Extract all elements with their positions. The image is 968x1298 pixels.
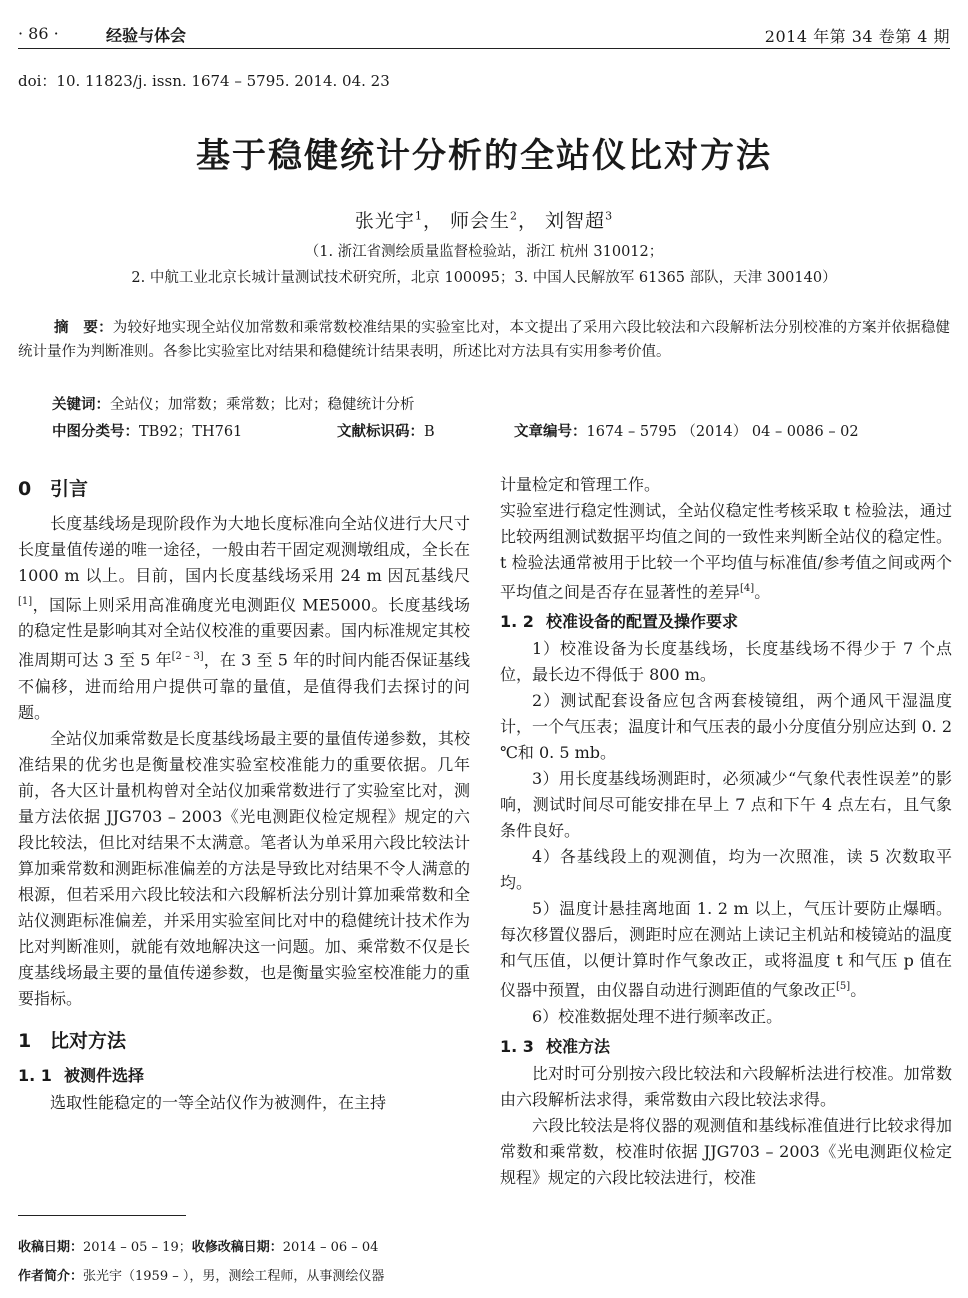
author-list: 张光宇$^1$， 师会生$^2$， 刘智超$^3$ [354, 209, 614, 232]
abstract-label: 摘 要： [54, 320, 113, 336]
author-name: 刘智超 [545, 210, 606, 232]
classification-line [52, 420, 952, 441]
left-column [18, 466, 470, 1116]
doc-code-value: B [424, 424, 435, 440]
abstract [18, 316, 950, 364]
paragraph: 长度基线场是现阶段作为大地长度标准向全站仪进行大尺寸长度量值传递的唯一途径，一般由若干固定观测墩组成，全长在 1000 m 以上。目前，国内长度基线场采用 24 m 因瓦基线尺[1]，国际上则采用高准确度光电测距仪 ME5000。长度基线场的稳定性是影响其对全站仪校准的重要因素。国内标准规定其校准周期可达 3 至 5 年[2 – 3]，在 3 至 5 年的时间内能否保证基线不偏移，进而给用户提供可靠的量值，是值得我们去探讨的问题。 [18, 514, 470, 722]
section-name: 经验与体会 [106, 26, 187, 45]
article-number-value: 1674 – 5795 （2014） 04 – 0086 – 02 [586, 424, 859, 440]
author-affil-mark: 3 [605, 209, 614, 223]
footnote-rule [18, 1215, 186, 1216]
article-number-label: 文章编号： [514, 424, 587, 440]
doi: doi：10. 11823/j. issn. 1674 – 5795. 2014. 04. 23 [18, 72, 390, 90]
author-affil-mark: 1 [414, 209, 423, 223]
running-header [18, 18, 950, 49]
clc-label: 中图分类号： [52, 424, 139, 440]
paragraph: 实验室进行稳定性测试，全站仪稳定性考核采取 t 检验法，通过比较两组测试数据平均值之间的一致性来判断全站仪的稳定性。t 检验法通常被用于比较一个平均值与标准值/参考值之间或两个平均值之间是否存在显著性的差异[4]。 [500, 501, 952, 602]
affiliation-line: （1. 浙江省测绘质量监督检验站，浙江 杭州 310012； [304, 244, 664, 260]
subsection-heading: 1. 1 被测件选择 [18, 1065, 145, 1085]
paragraph: 选取性能稳定的一等全站仪作为被测件，在主持 [50, 1092, 387, 1112]
keywords [52, 393, 415, 414]
citation: [4] [740, 583, 755, 594]
citation: [5] [836, 981, 851, 993]
keywords-text: 全站仪；加常数；乘常数；比对；稳健统计分析 [110, 397, 415, 413]
footnote-author: 作者简介：张光宇（1959 – ），男，测绘工程师，从事测绘仪器 [18, 1269, 385, 1284]
footnote-dates: 收稿日期：2014 – 05 – 19；收修改稿日期：2014 – 06 – 04 [18, 1240, 379, 1255]
paper-title: 基于稳健统计分析的全站仪比对方法 [196, 136, 772, 176]
list-item: 3）用长度基线场测距时，必须减少“气象代表性误差”的影响，测试时间尽可能安排在早上 7 点和下午 4 点左右，且气象条件良好。 [500, 769, 952, 841]
abstract-text: 为较好地实现全站仪加常数和乘常数校准结果的实验室比对，本文提出了采用六段比较法和六段解析法分别校准的方案并依据稳健统计量作为判断准则。各参比实验室比对结果和稳健统计结果表明，所述比对方法具有实用参考价值。 [18, 320, 951, 360]
issue-info: 2014 年第 34 卷第 4 期 [764, 27, 950, 46]
subsection-heading: 1. 3 校准方法 [500, 1036, 611, 1056]
list-item: 1）校准设备为长度基线场，长度基线场不得少于 7 个点位，最长边不得低于 800 m。 [500, 639, 952, 685]
list-item: 2）测试配套设备应包含两套棱镜组，两个通风干湿温度计，一个气压表；温度计和气压表的最小分度值分别应达到 0. 2 ℃和 0. 5 mb。 [500, 691, 952, 763]
keywords-label: 关键词： [52, 397, 110, 413]
page-number: · 86 · [18, 24, 59, 43]
citation: [2 – 3] [171, 651, 204, 663]
list-item: 5）温度计悬挂离地面 1. 2 m 以上，气压计要防止爆晒。每次移置仪器后，测距时应在测站上读记主机站和棱镜站的温度和气压值，以便计算时作气象改正，或将温度 t 和气压 p 值在仪器中预置，由仪器自动进行测距值的气象改正[5]。 [500, 899, 952, 1000]
clc-value: TB92；TH761 [139, 424, 243, 440]
section-heading: 1 比对方法 [18, 1029, 127, 1052]
affiliation-line: 2. 中航工业北京长城计量测试技术研究所，北京 100095；3. 中国人民解放军 61365 部队，天津 300140） [131, 270, 837, 286]
doc-code-label: 文献标识码： [337, 424, 424, 440]
paragraph: 六段比较法是将仪器的观测值和基线标准值进行比较求得加常数和乘常数，校准时依据 JJG703 – 2003《光电测距仪检定规程》规定的六段比较法进行，校准 [500, 1115, 952, 1187]
footnote-continuation: 计量检定和管理工作。 [500, 475, 661, 494]
author-name: 张光宇 [354, 210, 415, 232]
list-item: 6）校准数据处理不进行频率改正。 [532, 1006, 783, 1026]
paragraph: 全站仪加乘常数是长度基线场最主要的量值传递参数，其校准结果的优劣也是衡量校准实验室校准能力的重要依据。几年前，各大区计量机构曾对全站仪加乘常数进行了实验室比对，测量方法依据 JJG703 – 2003《光电测距仪检定规程》规定的六段比较法，但比对结果不太满意。笔者认为单采用六段比较法计算加乘常数和测距标准偏差的方法是导致比对结果不令人满意的根源，但若采用六段比较法和六段解析法分别计算加乘常数和全站仪测距标准偏差，并采用实验室间比对中的稳健统计技术作为比对判断准则，就能有效地解决这一问题。加、乘常数不仅是长度基线场最主要的量值传递参数，也是衡量实验室校准能力的重要指标。 [18, 728, 470, 1008]
subsection-heading: 1. 2 校准设备的配置及操作要求 [500, 612, 739, 632]
paragraph: 比对时可分别按六段比较法和六段解析法进行校准。加常数由六段解析法求得，乘常数由六段比较法求得。 [500, 1063, 952, 1109]
author-name: 师会生 [449, 210, 510, 232]
citation: [1] [18, 596, 33, 607]
right-column [500, 472, 952, 1191]
section-heading: 0 引言 [18, 478, 89, 500]
author-affil-mark: 2 [510, 209, 518, 223]
list-item: 4）各基线段上的观测值，均为一次照准，读 5 次数取平均。 [500, 847, 952, 893]
